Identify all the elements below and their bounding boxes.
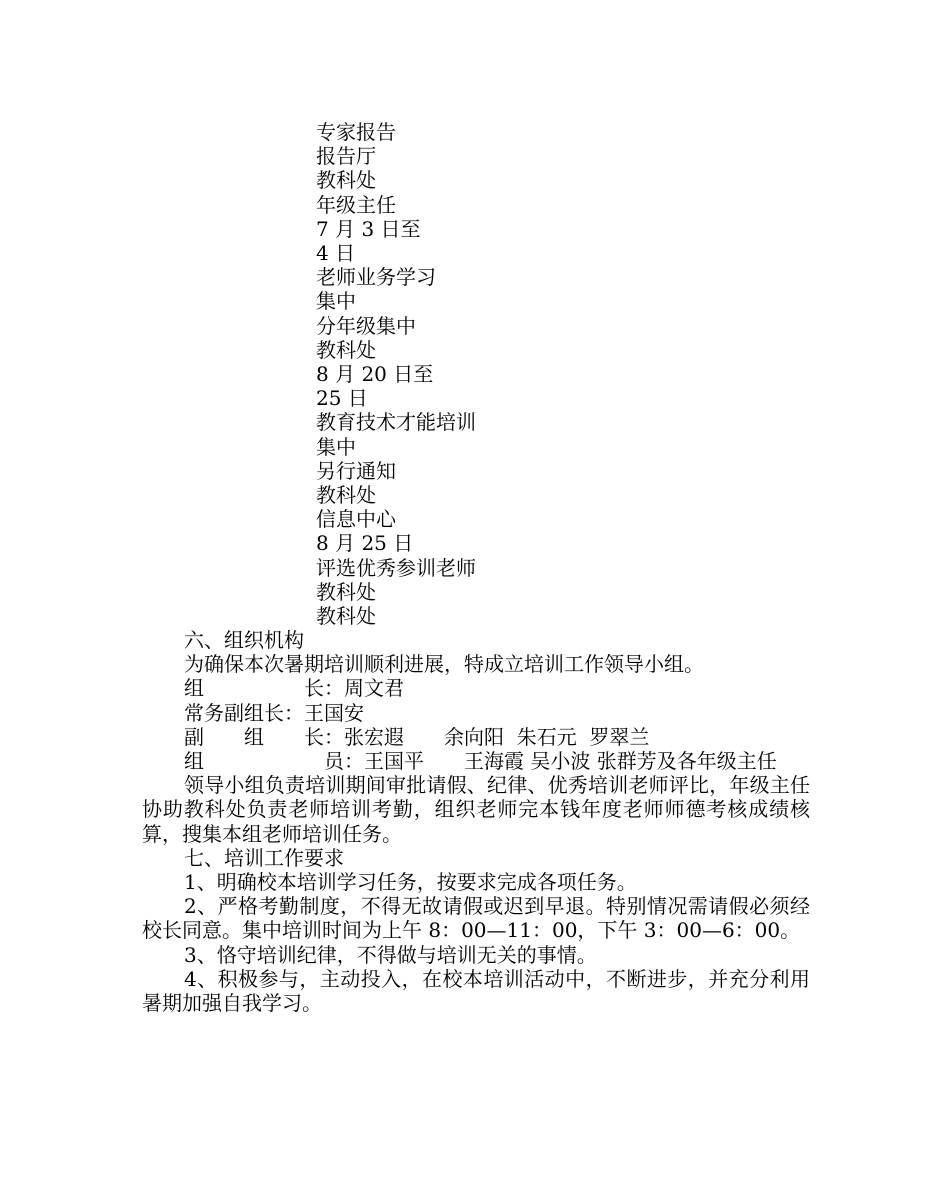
table-cell: 分年级集中 — [316, 313, 416, 338]
member-line — [142, 749, 810, 773]
table-cell: 7 月 3 日至 — [316, 216, 421, 241]
table-cell: 教科处 — [316, 483, 376, 508]
table-cell: 信息中心 — [316, 507, 396, 532]
table-cell: 教科处 — [316, 579, 376, 604]
leader-label: 组 长： — [184, 676, 344, 701]
deputy-label: 副 组 长： — [184, 724, 344, 749]
exec-deputy-line — [142, 701, 810, 725]
deputy-value: 张宏遐 余向阳 朱石元 罗翠兰 — [344, 724, 650, 749]
document-body — [142, 628, 810, 1015]
leader-value: 周文君 — [344, 676, 404, 701]
exec-deputy-label: 常务副组长： — [184, 700, 304, 725]
exec-deputy-value: 王国安 — [304, 700, 364, 725]
requirement-item: 1、明确校本培训学习任务，按要求完成各项任务。 — [184, 870, 637, 895]
table-cell: 教科处 — [316, 337, 376, 362]
deputy-line — [142, 725, 810, 749]
table-cell: 报告厅 — [316, 144, 376, 169]
table-cell: 教育技术才能培训 — [316, 410, 476, 435]
table-cell: 8 月 25 日 — [316, 531, 414, 556]
table-cell: 集中 — [316, 434, 356, 459]
section-heading-requirements: 七、培训工作要求 — [184, 845, 344, 870]
leadership-duty-paragraph: 领导小组负责培训期间审批请假、纪律、优秀培训老师评比，年级主任协助教科处负责老师培训考勤，组织老师完本钱年度老师师德考核成绩核算，搜集本组老师培训任务。 — [142, 773, 810, 846]
table-cell: 4 日 — [316, 241, 356, 266]
leader-line — [142, 676, 810, 700]
table-cell: 年级主任 — [316, 192, 396, 217]
section-heading-organization: 六、组织机构 — [184, 628, 304, 652]
table-cell: 教科处 — [316, 168, 376, 193]
requirement-item: 2、严格考勤制度，不得无故请假或迟到早退。特别情况需请假必须经校长同意。集中培训时间为上午 8：00—11：00，下午 3：00—6：00。 — [142, 894, 810, 943]
table-cell: 教科处 — [316, 604, 376, 629]
member-value: 王国平 王海霞 吴小波 张群芳及各年级主任 — [364, 749, 777, 774]
table-cell: 专家报告 — [316, 120, 396, 144]
table-cell: 老师业务学习 — [316, 265, 436, 290]
schedule-table-cells — [316, 120, 476, 628]
table-cell: 集中 — [316, 289, 356, 314]
requirement-item: 4、积极参与，主动投入，在校本培训活动中，不断进步，并充分利用暑期加强自我学习。 — [142, 966, 810, 1016]
table-cell: 评选优秀参训老师 — [316, 555, 476, 580]
table-cell: 8 月 20 日至 — [316, 362, 434, 387]
organization-intro: 为确保本次暑期培训顺利进展，特成立培训工作领导小组。 — [184, 652, 704, 677]
table-cell: 另行通知 — [316, 458, 396, 483]
table-cell: 25 日 — [316, 386, 368, 411]
requirement-item: 3、恪守培训纪律，不得做与培训无关的事情。 — [184, 942, 597, 967]
member-label: 组 员： — [184, 749, 364, 774]
